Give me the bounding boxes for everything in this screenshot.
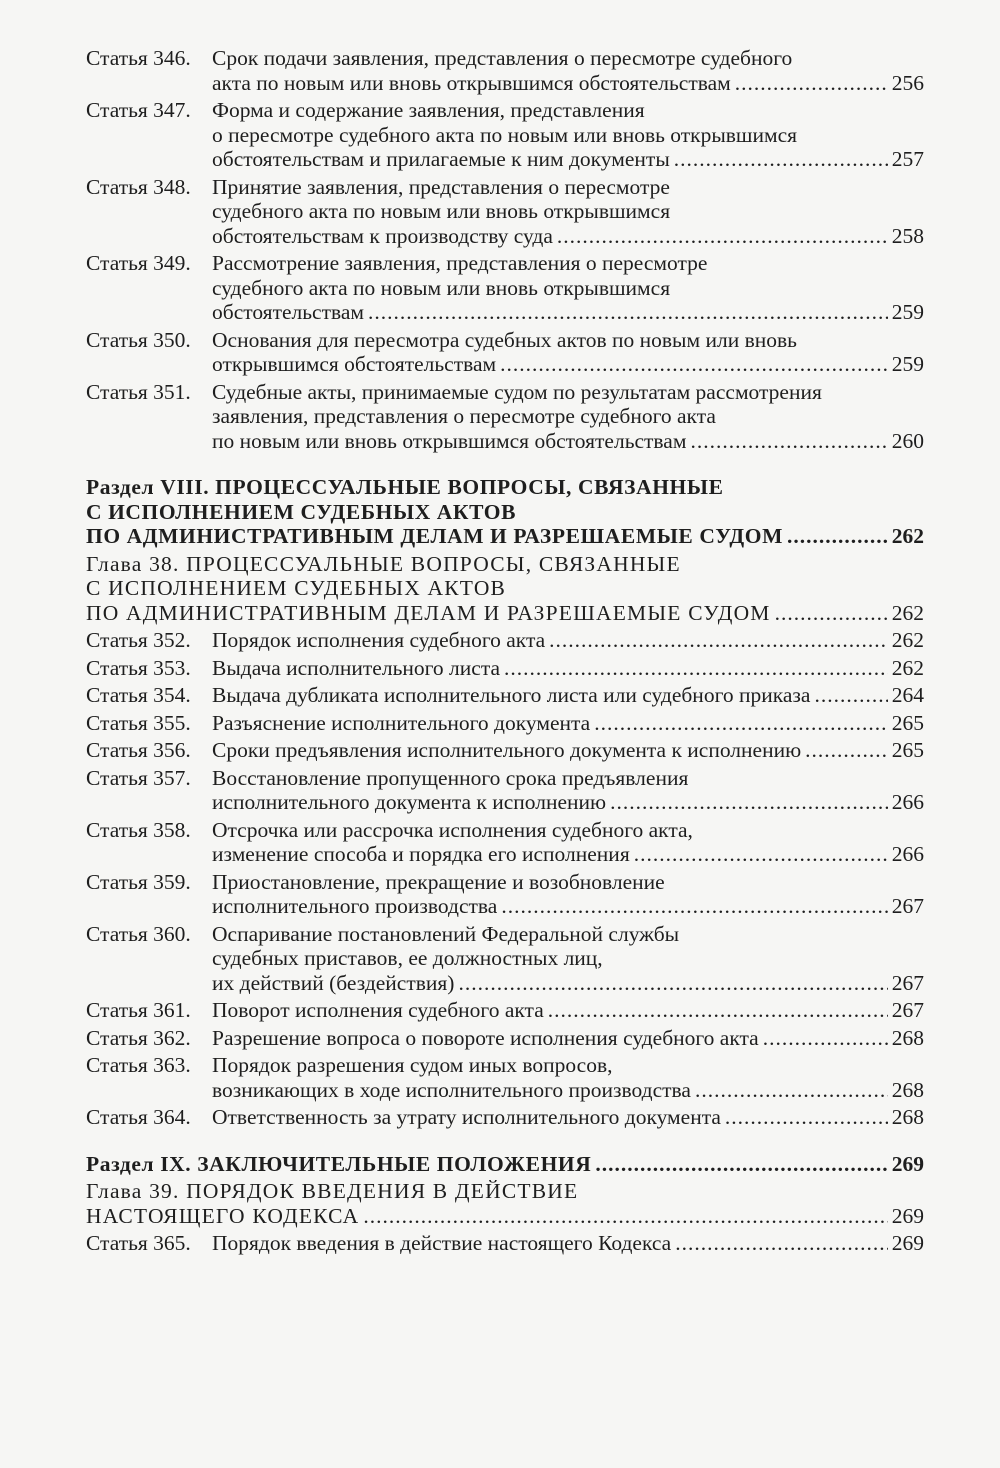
toc-line: Рассмотрение заявления, представления о пересмотре (212, 251, 708, 275)
toc-line: исполнительного производства (212, 894, 498, 918)
page-number: 268 (891, 1025, 924, 1050)
toc-entry-article (86, 1053, 924, 1102)
page-number: 266 (891, 790, 924, 814)
article-number: Статья 350. (86, 327, 191, 352)
article-title (212, 1026, 924, 1051)
toc-line: Раздел IX. ЗАКЛЮЧИТЕЛЬНЫЕ ПОЛОЖЕНИЯ (86, 1151, 592, 1176)
article-title (212, 738, 924, 763)
article-number: Статья 364. (86, 1105, 191, 1129)
toc-line: С ИСПОЛНЕНИЕМ СУДЕБНЫХ АКТОВ (86, 499, 517, 524)
toc-line: Основания для пересмотра судебных актов по новым или вновь (212, 327, 797, 352)
article-number: Статья 360. (86, 921, 191, 946)
page-number: 256 (891, 70, 924, 95)
dot-leader (674, 147, 888, 172)
dot-leader (814, 683, 887, 708)
article-number: Статья 348. (86, 174, 191, 199)
toc-last-line (86, 1152, 924, 1177)
toc-line: Глава 38. ПРОЦЕССУАЛЬНЫЕ ВОПРОСЫ, СВЯЗАННЫЕ (86, 551, 681, 576)
toc-last-line (212, 998, 924, 1023)
toc-line: НАСТОЯЩЕГО КОДЕКСА (86, 1203, 360, 1228)
article-number: Статья 351. (86, 379, 191, 404)
page-number: 268 (891, 1077, 924, 1102)
dot-leader (501, 894, 887, 919)
dot-leader (725, 1105, 888, 1130)
toc-line: Принятие заявления, представления о пересмотре (212, 174, 670, 199)
article-title (212, 98, 924, 172)
toc-line: судебных приставов, ее должностных лиц, (212, 946, 603, 970)
toc-entry-article (86, 998, 924, 1023)
article-number: Статья 358. (86, 817, 191, 842)
page-number: 262 (891, 655, 924, 680)
toc-line: Ответственность за утрату исполнительного документа (212, 1105, 721, 1129)
toc-entry-article (86, 380, 924, 454)
toc-line: Форма и содержание заявления, представления (212, 98, 645, 122)
page-number: 257 (891, 147, 924, 171)
page-number: 267 (891, 970, 924, 995)
page-number: 262 (891, 628, 924, 652)
toc-line: исполнительного документа к исполнению (212, 790, 607, 814)
toc-entry-article (86, 766, 924, 815)
page-number: 268 (891, 1105, 924, 1129)
toc-line: Порядок введения в действие настоящего Кодекса (212, 1231, 672, 1255)
article-title (212, 711, 924, 736)
article-title (212, 683, 924, 708)
toc-last-line (212, 628, 924, 653)
toc-last-line (212, 971, 924, 996)
dot-leader (735, 71, 888, 96)
page-number: 262 (891, 524, 924, 548)
page-number: 258 (891, 223, 924, 248)
toc-line: судебного акта по новым или вновь открывшимся (212, 275, 671, 300)
dot-leader (610, 790, 888, 815)
dot-leader (594, 711, 888, 736)
toc-last-line (212, 147, 924, 172)
dot-leader (675, 1231, 888, 1256)
toc-line: С ИСПОЛНЕНИЕМ СУДЕБНЫХ АКТОВ (86, 576, 507, 600)
article-number: Статья 349. (86, 251, 191, 275)
article-number: Статья 352. (86, 628, 191, 652)
toc-line: ПО АДМИНИСТРАТИВНЫМ ДЕЛАМ И РАЗРЕШАЕМЫЕ СУДОМ (86, 600, 771, 625)
toc-line: их действий (бездействия) (212, 970, 455, 995)
toc-line: Сроки предъявления исполнительного документа к исполнению (212, 738, 802, 762)
article-title (212, 766, 924, 815)
dot-leader (363, 1204, 887, 1229)
toc-line: обстоятельствам к производству суда (212, 223, 553, 248)
dot-leader (695, 1078, 888, 1103)
page-number: 265 (891, 710, 924, 735)
toc-entry-article (86, 46, 924, 95)
article-title (212, 380, 924, 454)
dot-leader (787, 524, 888, 549)
toc-last-line (212, 1231, 924, 1256)
article-number: Статья 355. (86, 710, 191, 735)
toc-entry-article (86, 251, 924, 325)
toc-last-line (212, 738, 924, 763)
toc-entry-article (86, 656, 924, 681)
toc-line: открывшимся обстоятельствам (212, 352, 497, 376)
table-of-contents (86, 46, 924, 1259)
page-number: 269 (891, 1231, 924, 1255)
article-title (212, 1105, 924, 1130)
toc-entry-article (86, 328, 924, 377)
toc-last-line (212, 352, 924, 377)
dot-leader (595, 1152, 887, 1177)
article-title (212, 656, 924, 681)
page-number: 264 (891, 683, 924, 707)
article-title (212, 870, 924, 919)
page-number: 259 (891, 352, 924, 376)
toc-entry-article (86, 818, 924, 867)
article-title (212, 1231, 924, 1256)
dot-leader (775, 601, 888, 626)
toc-line: судебного акта по новым или вновь открывшимся (212, 199, 671, 223)
toc-chapter-heading (86, 552, 924, 626)
toc-line: Отсрочка или рассрочка исполнения судебного акта, (212, 817, 693, 842)
toc-line: Восстановление пропущенного срока предъявления (212, 765, 689, 790)
toc-last-line (86, 1204, 924, 1229)
toc-entry-article (86, 711, 924, 736)
toc-line: Глава 39. ПОРЯДОК ВВЕДЕНИЯ В ДЕЙСТВИЕ (86, 1179, 579, 1203)
article-number: Статья 365. (86, 1231, 191, 1255)
toc-entry-article (86, 98, 924, 172)
toc-line: о пересмотре судебного акта по новым или вновь открывшимся (212, 122, 798, 147)
toc-section-heading (86, 475, 924, 549)
toc-last-line (212, 790, 924, 815)
toc-line: Поворот исполнения судебного акта (212, 998, 544, 1022)
toc-last-line (86, 524, 924, 549)
toc-line: обстоятельствам (212, 300, 365, 324)
dot-leader (500, 352, 888, 377)
toc-last-line (212, 894, 924, 919)
toc-line: заявления, представления о пересмотре судебного акта (212, 404, 716, 428)
dot-leader (368, 300, 888, 325)
toc-line: Порядок разрешения судом иных вопросов, (212, 1053, 613, 1077)
toc-line: Разрешение вопроса о повороте исполнения судебного акта (212, 1025, 759, 1050)
toc-line: Выдача исполнительного листа (212, 655, 501, 680)
toc-last-line (212, 711, 924, 736)
toc-entry-article (86, 1105, 924, 1130)
toc-line: ПО АДМИНИСТРАТИВНЫМ ДЕЛАМ И РАЗРЕШАЕМЫЕ СУДОМ (86, 524, 784, 548)
toc-line: изменение способа и порядка его исполнения (212, 842, 630, 866)
toc-entry-article (86, 922, 924, 996)
page-number: 269 (891, 1203, 924, 1228)
article-title (212, 328, 924, 377)
page-number: 260 (891, 428, 924, 453)
dot-leader (805, 738, 888, 763)
toc-entry-article (86, 870, 924, 919)
article-title (212, 46, 924, 95)
article-number: Статья 357. (86, 765, 191, 790)
toc-last-line (212, 1105, 924, 1130)
toc-last-line (86, 601, 924, 626)
toc-last-line (212, 224, 924, 249)
toc-entry-article (86, 738, 924, 763)
toc-last-line (212, 71, 924, 96)
toc-last-line (212, 429, 924, 454)
page-number: 267 (891, 998, 924, 1022)
toc-line: Срок подачи заявления, представления о пересмотре судебного (212, 46, 793, 70)
page-number: 266 (891, 842, 924, 866)
toc-line: Порядок исполнения судебного акта (212, 628, 546, 652)
article-number: Статья 362. (86, 1025, 191, 1050)
dot-leader (690, 429, 887, 454)
toc-section-heading (86, 1152, 924, 1177)
article-title (212, 251, 924, 325)
page-number: 259 (891, 300, 924, 324)
article-number: Статья 346. (86, 46, 191, 70)
toc-last-line (212, 1078, 924, 1103)
toc-line: Выдача дубликата исполнительного листа или судебного приказа (212, 683, 811, 707)
toc-entry-article (86, 1231, 924, 1256)
dot-leader (549, 628, 888, 653)
article-number: Статья 361. (86, 998, 191, 1022)
article-title (212, 998, 924, 1023)
toc-line: Разъяснение исполнительного документа (212, 710, 591, 735)
page-number: 269 (891, 1151, 924, 1176)
article-title (212, 628, 924, 653)
toc-last-line (212, 656, 924, 681)
article-number: Статья 353. (86, 655, 191, 680)
article-number: Статья 356. (86, 738, 191, 762)
article-title (212, 818, 924, 867)
toc-entry-article (86, 628, 924, 653)
page-number: 262 (891, 600, 924, 625)
toc-entry-article (86, 683, 924, 708)
toc-line: возникающих в ходе исполнительного производства (212, 1077, 691, 1102)
toc-line: акта по новым или вновь открывшимся обстоятельствам (212, 70, 731, 95)
article-number: Статья 359. (86, 869, 191, 894)
article-number: Статья 354. (86, 683, 191, 707)
toc-last-line (212, 683, 924, 708)
toc-chapter-heading (86, 1179, 924, 1228)
article-title (212, 922, 924, 996)
toc-entry-article (86, 175, 924, 249)
article-title (212, 1053, 924, 1102)
dot-leader (557, 224, 888, 249)
toc-line: Раздел VIII. ПРОЦЕССУАЛЬНЫЕ ВОПРОСЫ, СВЯЗАННЫЕ (86, 475, 724, 499)
dot-leader (504, 656, 888, 681)
toc-entry-article (86, 1026, 924, 1051)
dot-leader (548, 998, 888, 1023)
dot-leader (634, 842, 888, 867)
toc-last-line (212, 300, 924, 325)
toc-line: Судебные акты, принимаемые судом по результатам рассмотрения (212, 379, 822, 404)
toc-line: обстоятельствам и прилагаемые к ним документы (212, 147, 670, 171)
toc-last-line (212, 1026, 924, 1051)
article-number: Статья 363. (86, 1053, 191, 1077)
dot-leader (763, 1026, 888, 1051)
article-number: Статья 347. (86, 98, 191, 122)
page-number: 265 (891, 738, 924, 762)
page-number: 267 (891, 894, 924, 918)
toc-line: Оспаривание постановлений Федеральной службы (212, 921, 680, 946)
toc-line: Приостановление, прекращение и возобновление (212, 869, 665, 894)
article-title (212, 175, 924, 249)
dot-leader (458, 971, 887, 996)
toc-line: по новым или вновь открывшимся обстоятельствам (212, 428, 687, 453)
toc-last-line (212, 842, 924, 867)
